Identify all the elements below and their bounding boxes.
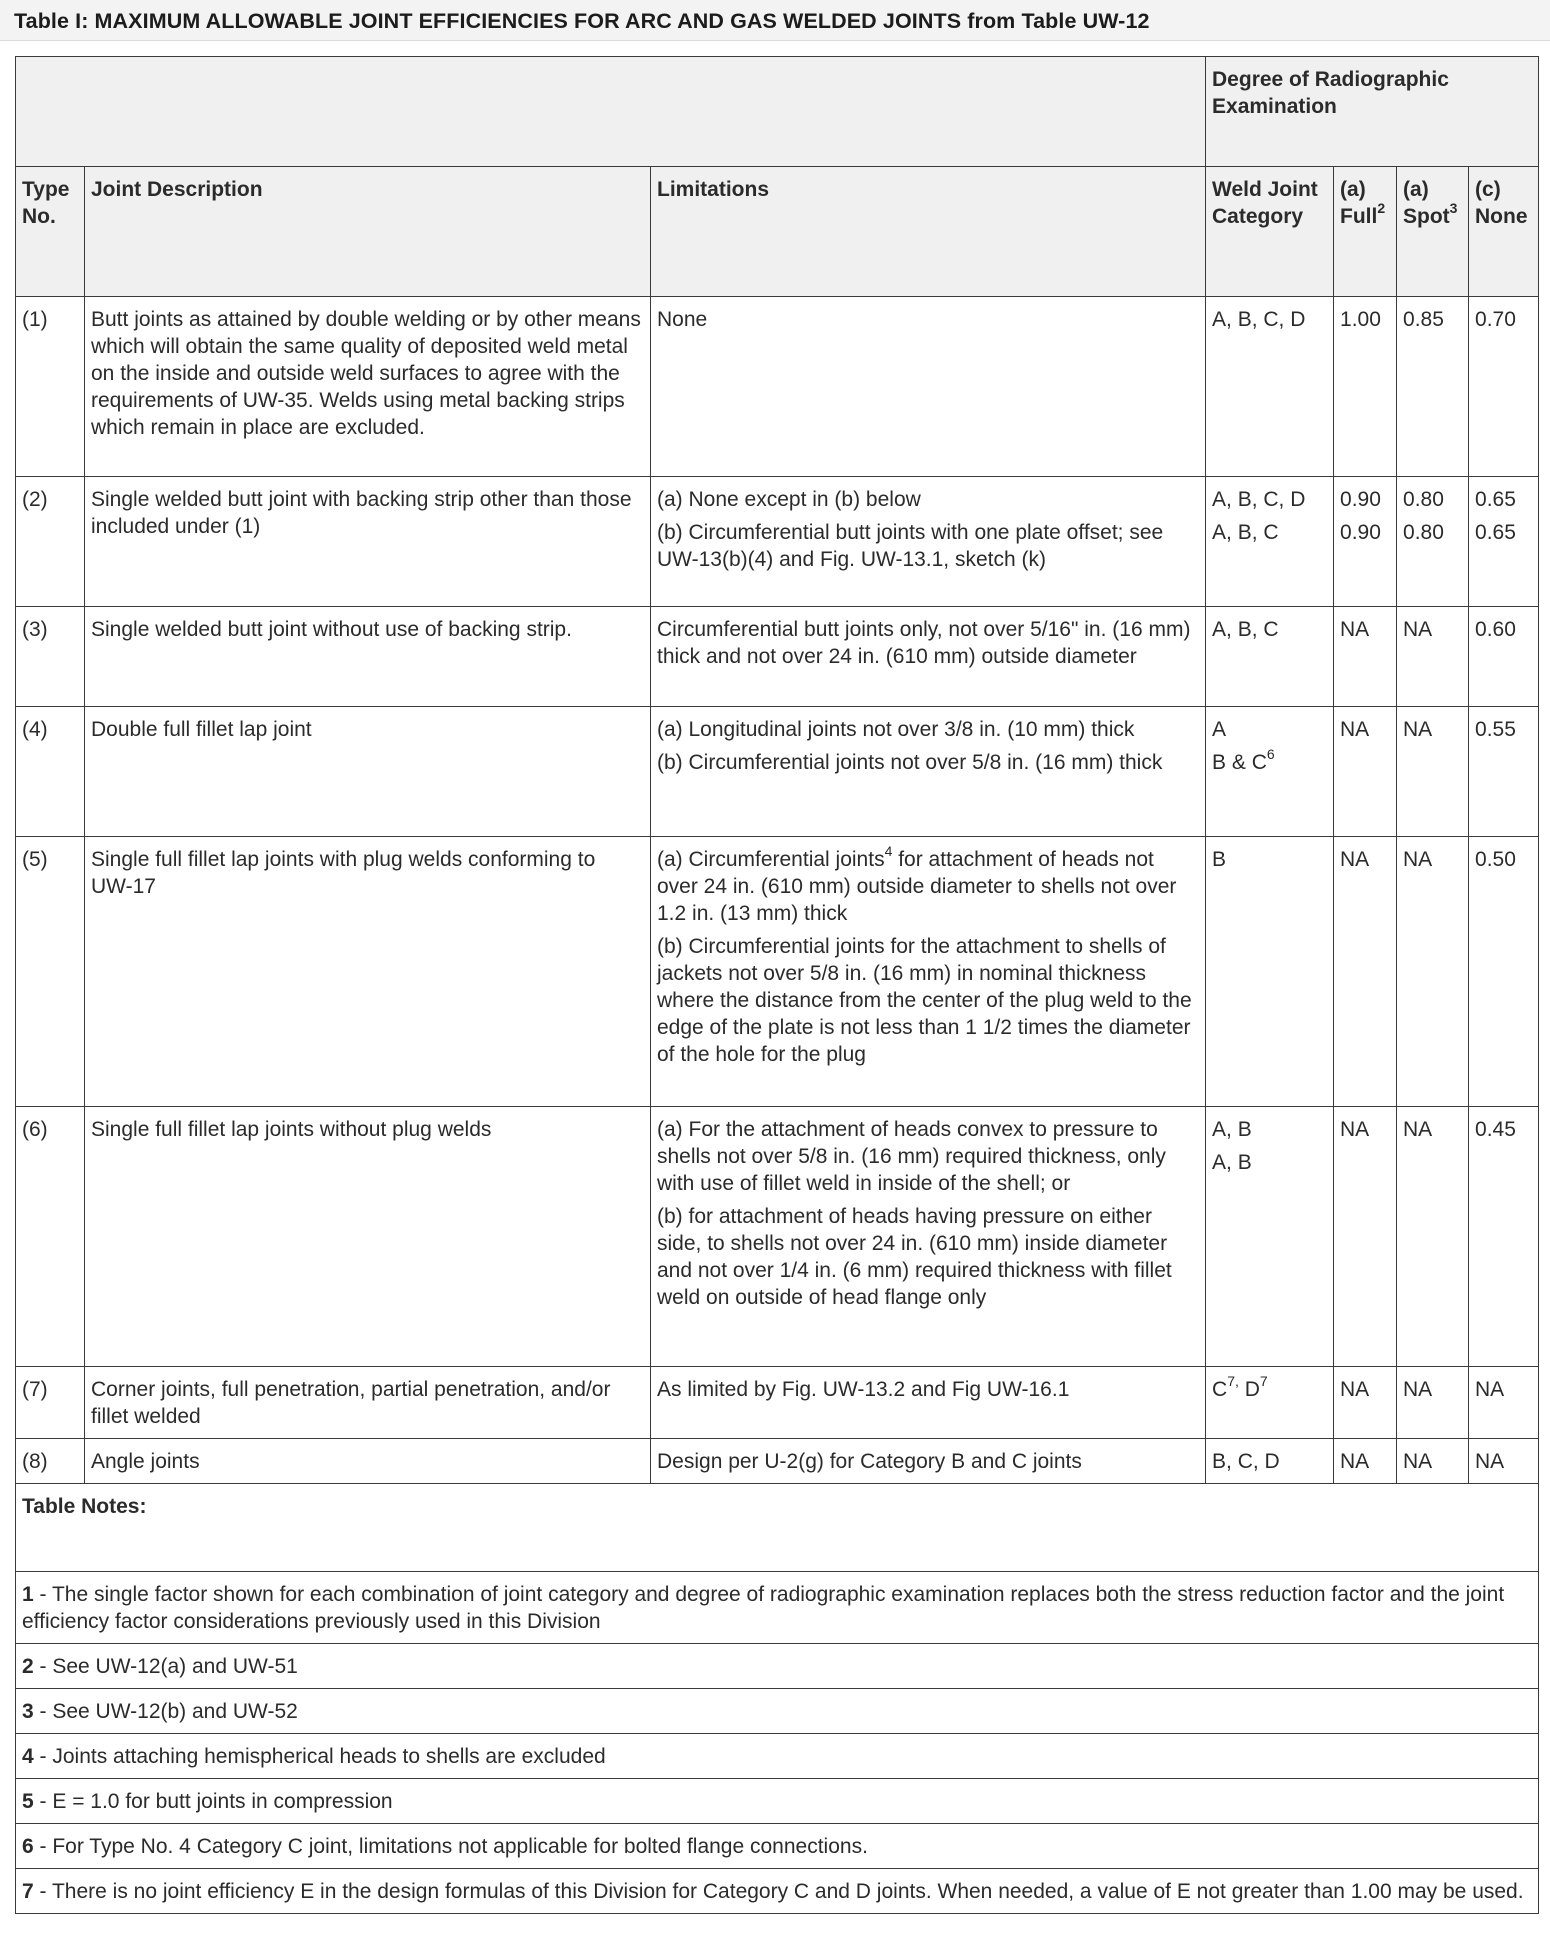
limitation-b: (b) for attachment of heads having pressure on either side, to shells not over 24 in. (610 mm) inside diameter and not over 1/4 in. (6 mm) required thickness with fillet weld on outside of head flange only (657, 1205, 1172, 1309)
limitation-a: (a) Longitudinal joints not over 3/8 in. (10 mm) thick (657, 718, 1135, 741)
header-none: (c) None (1469, 167, 1539, 297)
category-cell: A, B, C, D (1206, 297, 1334, 477)
joint-description-cell (85, 837, 651, 1107)
joint-description-cell: Butt joints as attained by double welding or by other means which will obtain the same quality of deposited weld metal on the inside and outside weld surfaces to agree with the requirements of UW-35. Welds using metal backing strips which remain in place are excluded. (85, 297, 651, 477)
spot-value-cell: NA (1397, 1107, 1469, 1367)
joint-efficiency-table (15, 56, 1539, 1914)
note-1: 1 - The single factor shown for each combination of joint category and degree of radiographic examination replaces both the stress reduction factor and the joint efficiency factor considerations previously used in this Division (16, 1572, 1539, 1644)
joint-description-cell: Single welded butt joint without use of backing strip. (85, 607, 651, 707)
header-type-no: Type No. (16, 167, 85, 297)
table-row (16, 837, 1539, 1107)
notes-title: Table Notes: (16, 1484, 1539, 1572)
note-row (16, 1824, 1539, 1869)
category-cell: $C^{7,}$ $D^7$ (1206, 1367, 1334, 1439)
note-row (16, 1734, 1539, 1779)
full-value-cell (1334, 477, 1397, 607)
table-row (16, 1439, 1539, 1484)
spot-value-cell: 0.85 (1397, 297, 1469, 477)
full-value-cell: NA (1334, 707, 1397, 837)
category-cell (1206, 707, 1334, 837)
table-row (16, 607, 1539, 707)
header-blank-cell (16, 57, 1206, 167)
limitations-cell (651, 477, 1206, 607)
joint-description-cell: Single welded butt joint with backing strip other than those included under (1) (85, 477, 651, 607)
table-caption: Table I: MAXIMUM ALLOWABLE JOINT EFFICIENCIES FOR ARC AND GAS WELDED JOINTS from Table UW-12 (14, 9, 1150, 33)
limitations-cell: As limited by Fig. UW-13.2 and Fig UW-16.1 (651, 1367, 1206, 1439)
description-line: Single full fillet lap joints with plug welds conforming to (91, 848, 596, 871)
full-value-cell: NA (1334, 1367, 1397, 1439)
none-value-cell: NA (1469, 1439, 1539, 1484)
none-value-cell (1469, 477, 1539, 607)
table-row (16, 477, 1539, 607)
header-limitations: Limitations (651, 167, 1206, 297)
type-no-cell: (8) (16, 1439, 85, 1484)
none-value-cell: 0.70 (1469, 297, 1539, 477)
spot-value-cell (1397, 477, 1469, 607)
category-a: A (1212, 718, 1227, 741)
spot-value-cell: NA (1397, 607, 1469, 707)
note-5: 5 - E = 1.0 for butt joints in compression (16, 1779, 1539, 1824)
full-a: 0.90 (1340, 488, 1381, 511)
category-cell (1206, 477, 1334, 607)
note-7: 7 - There is no joint efficiency E in the design formulas of this Division for Category C and D joints. When needed, a value of E not greater than 1.00 may be used. (16, 1869, 1539, 1914)
header-joint-description: Joint Description (85, 167, 651, 297)
note-4: 4 - Joints attaching hemispherical heads to shells are excluded (16, 1734, 1539, 1779)
spot-value-cell: NA (1397, 707, 1469, 837)
type-no-cell: (4) (16, 707, 85, 837)
table-row (16, 1107, 1539, 1367)
table-row (16, 1367, 1539, 1439)
limitations-cell: Circumferential butt joints only, not over 5/16" in. (16 mm) thick and not over 24 in. (610 mm) outside diameter (651, 607, 1206, 707)
full-value-cell: NA (1334, 607, 1397, 707)
note-2: 2 - See UW-12(a) and UW-51 (16, 1644, 1539, 1689)
description-line: UW-17 (91, 875, 156, 898)
note-row (16, 1644, 1539, 1689)
none-value-cell: 0.60 (1469, 607, 1539, 707)
note-row (16, 1572, 1539, 1644)
limitation-b: (b) Circumferential butt joints with one plate offset; see UW-13(b)(4) and Fig. UW-13.1, sketch (k) (657, 521, 1164, 571)
category-a: A, B, C, D (1212, 488, 1306, 511)
full-value-cell: NA (1334, 1107, 1397, 1367)
limitations-cell: None (651, 297, 1206, 477)
category-b: B & $C^6$ (1212, 746, 1275, 774)
full-value-cell: NA (1334, 837, 1397, 1107)
limitations-cell: Design per U-2(g) for Category B and C joints (651, 1439, 1206, 1484)
none-value-cell: 0.50 (1469, 837, 1539, 1107)
note-row (16, 1779, 1539, 1824)
type-no-cell: (7) (16, 1367, 85, 1439)
spot-value-cell: NA (1397, 1367, 1469, 1439)
limitation-a: (a) None except in (b) below (657, 488, 921, 511)
type-no-cell: (5) (16, 837, 85, 1107)
type-no-cell: (6) (16, 1107, 85, 1367)
spot-value-cell: NA (1397, 1439, 1469, 1484)
full-value-cell: NA (1334, 1439, 1397, 1484)
full-value-cell: 1.00 (1334, 297, 1397, 477)
category-cell (1206, 1107, 1334, 1367)
joint-description-cell: Single full fillet lap joints without plug welds (85, 1107, 651, 1367)
header-row-group (16, 57, 1539, 167)
none-a: 0.65 (1475, 488, 1516, 511)
joint-description-cell: Corner joints, full penetration, partial penetration, and/or fillet welded (85, 1367, 651, 1439)
category-cell: B, C, D (1206, 1439, 1334, 1484)
type-no-cell: (2) (16, 477, 85, 607)
header-degree-of-radiographic-examination: Degree of Radiographic Examination (1206, 57, 1539, 167)
header-row-columns (16, 167, 1539, 297)
table-row (16, 297, 1539, 477)
category-b: A, B (1212, 1151, 1252, 1174)
note-row (16, 1869, 1539, 1914)
none-value-cell: NA (1469, 1367, 1539, 1439)
limitation-a: (a) For the attachment of heads convex to pressure to shells not over 5/8 in. (16 mm) required thickness, only with use of fillet weld in inside of the shell; or (657, 1118, 1166, 1195)
limitation-b: (b) Circumferential joints for the attachment to shells of jackets not over 5/8 in. (16 mm) in nominal thickness where the distance from the center of the plug weld to the edge of the plate is not less than 1 1/2 times the diameter of the hole for the plug (657, 935, 1192, 1066)
notes-title-row (16, 1484, 1539, 1572)
spot-a: 0.80 (1403, 488, 1444, 511)
note-6: 6 - For Type No. 4 Category C joint, limitations not applicable for bolted flange connections. (16, 1824, 1539, 1869)
none-value-cell: 0.45 (1469, 1107, 1539, 1367)
none-value-cell: 0.55 (1469, 707, 1539, 837)
full-b: 0.90 (1340, 521, 1381, 544)
category-a: A, B (1212, 1118, 1252, 1141)
category-b: A, B, C (1212, 521, 1279, 544)
category-cell: B (1206, 837, 1334, 1107)
category-cell: A, B, C (1206, 607, 1334, 707)
limitations-cell (651, 1107, 1206, 1367)
spot-b: 0.80 (1403, 521, 1444, 544)
type-no-cell: (1) (16, 297, 85, 477)
limitation-b: (b) Circumferential joints not over 5/8 in. (16 mm) thick (657, 751, 1163, 774)
note-row (16, 1689, 1539, 1734)
limitation-a: (a) Circumferential joints$^4$ for attachment of heads not over 24 in. (610 mm) outside diameter to shells not over 1.2 in. (13 mm) thick (657, 843, 1177, 925)
type-no-cell: (3) (16, 607, 85, 707)
limitations-cell (651, 707, 1206, 837)
joint-description-cell: Angle joints (85, 1439, 651, 1484)
header-full: (a) Full$^2$ (1334, 167, 1397, 297)
table-row (16, 707, 1539, 837)
note-3: 3 - See UW-12(b) and UW-52 (16, 1689, 1539, 1734)
joint-description-cell: Double full fillet lap joint (85, 707, 651, 837)
none-b: 0.65 (1475, 521, 1516, 544)
header-spot: (a) Spot$^3$ (1397, 167, 1469, 297)
spot-value-cell: NA (1397, 837, 1469, 1107)
header-weld-joint-category: Weld Joint Category (1206, 167, 1334, 297)
limitations-cell (651, 837, 1206, 1107)
